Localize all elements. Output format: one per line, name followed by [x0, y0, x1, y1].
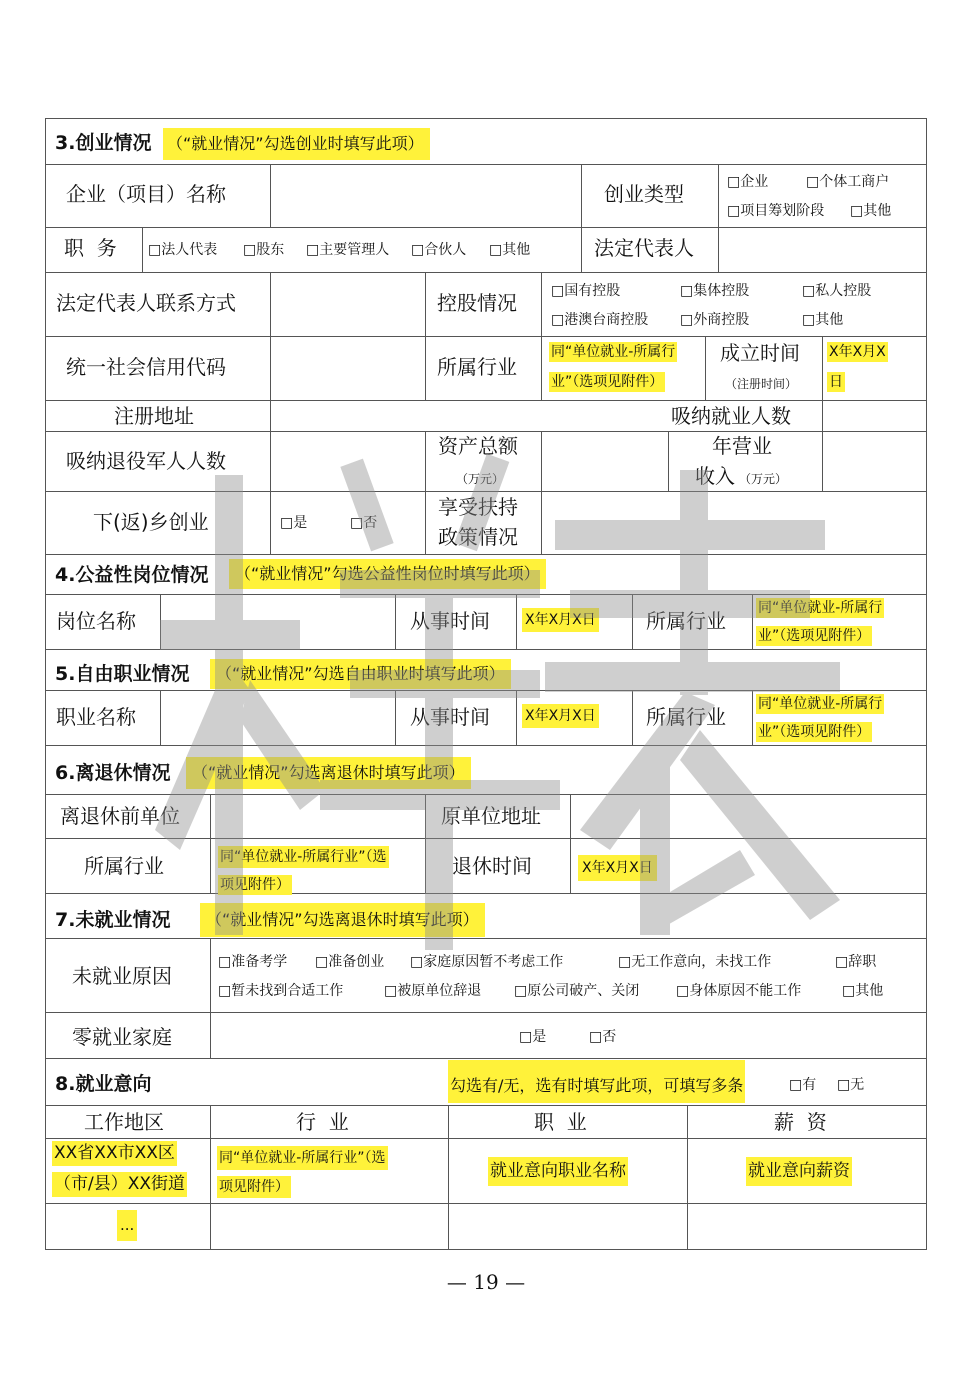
- row-line: [45, 431, 927, 432]
- post-name-label: 岗位名称: [56, 609, 136, 633]
- section-4-title: 4.公益性岗位情况: [55, 564, 209, 586]
- industry-label: 所属行业: [437, 355, 517, 379]
- row-line: [45, 336, 927, 337]
- col-line: [270, 272, 271, 400]
- col-job-header: 职 业: [534, 1110, 587, 1134]
- row-line: [45, 838, 927, 839]
- position-label: 职 务: [64, 236, 117, 260]
- col-line: [425, 272, 426, 400]
- row-line: [45, 938, 927, 939]
- row-line: [45, 1058, 927, 1059]
- section-4-note: （“就业情况”勾选公益性岗位时填写此项）: [229, 559, 546, 589]
- enterprise-name-label: 企业（项目）名称: [66, 182, 226, 206]
- row-line: [45, 164, 927, 165]
- holding-other[interactable]: □其他: [802, 312, 844, 328]
- row-line: [45, 649, 927, 650]
- post-industry-label: 所属行业: [646, 609, 726, 633]
- row-line: [45, 272, 927, 273]
- pos-legal[interactable]: □法人代表: [148, 242, 218, 258]
- intention-industry-note2: 项见附件）: [217, 1176, 291, 1198]
- employ-count-label: 吸纳就业人数: [671, 404, 791, 428]
- col-line: [210, 1105, 211, 1250]
- col-line: [752, 690, 753, 745]
- opt-other[interactable]: □其他: [850, 203, 892, 219]
- pos-other[interactable]: □其他: [489, 242, 531, 258]
- orig-address-label: 原单位地址: [441, 804, 541, 828]
- credit-code-label: 统一社会信用代码: [66, 355, 226, 379]
- col-line: [160, 690, 161, 745]
- intention-industry-note1: 同“单位就业-所属行业”（选: [217, 1146, 388, 1170]
- zero-family-label: 零就业家庭: [72, 1025, 172, 1049]
- revenue-unit: （万元）: [739, 472, 788, 486]
- col-line: [516, 690, 517, 745]
- reason-label: 未就业原因: [72, 964, 172, 988]
- col-salary-header: 薪 资: [774, 1110, 827, 1134]
- section-3-note: （“就业情况”勾选创业时填写此项）: [163, 128, 430, 160]
- startup-type-label: 创业类型: [604, 182, 684, 206]
- section-7-title: 7.未就业情况: [55, 909, 171, 931]
- reason-other[interactable]: □其他: [842, 983, 884, 999]
- industry-note-line1: 同“单位就业-所属行: [551, 344, 676, 360]
- col-line: [632, 594, 633, 649]
- col-area-header: 工作地区: [84, 1110, 164, 1134]
- col-line: [822, 431, 823, 491]
- col-line: [425, 431, 426, 554]
- col-line: [270, 164, 271, 227]
- prev-unit-label: 离退休前单位: [60, 804, 180, 828]
- industry-note-line2: 业”（选项见附件）: [551, 374, 664, 390]
- row-line: [45, 491, 927, 492]
- col-line: [718, 227, 719, 272]
- section-6-note: （“就业情况”勾选离退休时填写此项）: [186, 757, 471, 789]
- more-rows-ellipsis: ...: [117, 1210, 137, 1241]
- pos-shareholder[interactable]: □股东: [243, 242, 285, 258]
- free-industry-note2: 业”（选项见附件）: [758, 724, 871, 740]
- opt-planning[interactable]: □项目筹划阶段: [727, 203, 825, 219]
- row-line: [45, 594, 927, 595]
- zero-family-yes[interactable]: □是: [519, 1029, 547, 1045]
- rural-yes[interactable]: □是: [280, 515, 308, 531]
- section-8-note: 勾选有/无，选有时填写此项，可填写多条: [448, 1060, 745, 1103]
- row-line: [45, 1105, 927, 1106]
- legal-rep-label: 法定代表人: [594, 236, 694, 260]
- col-line: [270, 431, 271, 554]
- col-line: [705, 336, 706, 400]
- section-3-title: 3.创业情况: [55, 132, 152, 154]
- col-line: [395, 594, 396, 649]
- support-label-line2: 政策情况: [438, 525, 518, 549]
- row-line: [45, 227, 927, 228]
- reason-family[interactable]: □家庭原因暂不考虑工作: [410, 954, 564, 970]
- row-line: [45, 794, 927, 795]
- holding-state[interactable]: □国有控股: [551, 283, 621, 299]
- col-line: [718, 164, 719, 227]
- reason-health[interactable]: □身体原因不能工作: [676, 983, 802, 999]
- col-line: [160, 594, 161, 649]
- col-line: [210, 938, 211, 1058]
- col-line: [822, 400, 823, 431]
- legal-rep-contact-label: 法定代表人联系方式: [56, 291, 236, 315]
- opt-individual[interactable]: □个体工商户: [806, 174, 890, 190]
- row-line: [45, 1138, 927, 1139]
- col-line: [581, 227, 582, 272]
- reg-time-label: （注册时间）: [725, 377, 798, 391]
- retire-date: X年X月X日: [578, 855, 657, 881]
- col-line: [516, 594, 517, 649]
- intention-have[interactable]: □有: [789, 1077, 817, 1093]
- col-line: [541, 272, 542, 400]
- free-industry-note1: 同“单位就业-所属行: [758, 696, 883, 712]
- section-5-note: （“就业情况”勾选自由职业时填写此项）: [210, 659, 511, 689]
- pos-manager[interactable]: □主要管理人: [306, 242, 390, 258]
- reason-no-intention[interactable]: □无工作意向，未找工作: [618, 954, 772, 970]
- row-line: [45, 745, 927, 746]
- col-line: [210, 794, 211, 893]
- retire-industry-note1: 同“单位就业-所属行业”（选: [218, 846, 389, 868]
- free-date: X年X月X日: [522, 704, 599, 728]
- row-line: [45, 690, 927, 691]
- col-line: [142, 227, 143, 272]
- intention-none[interactable]: □无: [837, 1077, 865, 1093]
- support-label-line1: 享受扶持: [438, 495, 518, 519]
- col-line: [541, 431, 542, 554]
- holding-label: 控股情况: [437, 291, 517, 315]
- section-6-title: 6.离退休情况: [55, 762, 171, 784]
- assets-unit: （万元）: [456, 472, 505, 486]
- col-line: [570, 794, 571, 893]
- section-7-note: （“就业情况”勾选离退休时填写此项）: [200, 903, 485, 937]
- assets-label: 资产总额: [438, 434, 518, 458]
- reason-study[interactable]: □准备考学: [218, 954, 288, 970]
- row-line: [45, 400, 927, 401]
- col-line: [668, 431, 669, 491]
- established-date-line1: X年X月X: [829, 344, 886, 360]
- col-line: [632, 690, 633, 745]
- rural-return-label: 下(返)乡创业: [93, 510, 209, 534]
- col-line: [581, 164, 582, 227]
- post-industry-note1: 同“单位就业-所属行: [758, 600, 883, 616]
- col-line: [395, 690, 396, 745]
- free-industry-label: 所属行业: [646, 705, 726, 729]
- section-8-title: 8.就业意向: [55, 1073, 152, 1095]
- section-5-title: 5.自由职业情况: [55, 663, 190, 685]
- col-industry-header: 行 业: [296, 1110, 349, 1134]
- reason-startup[interactable]: □准备创业: [315, 954, 385, 970]
- holding-hmt[interactable]: □港澳台商控股: [551, 312, 649, 328]
- page-number: — 19 —: [446, 1270, 526, 1294]
- reason-resign[interactable]: □辞职: [835, 954, 877, 970]
- area-example-line1: XX省XX市XX区: [52, 1141, 177, 1166]
- col-line: [425, 794, 426, 893]
- established-date-line2: 日: [829, 374, 843, 390]
- retire-time-label: 退休时间: [452, 854, 532, 878]
- intention-job: 就业意向职业名称: [488, 1157, 628, 1186]
- reason-dismissed[interactable]: □被原单位辞退: [384, 983, 482, 999]
- reg-address-label: 注册地址: [114, 404, 194, 428]
- post-work-time-label: 从事时间: [410, 609, 490, 633]
- holding-private[interactable]: □私人控股: [802, 283, 872, 299]
- zero-family-no[interactable]: □否: [589, 1029, 617, 1045]
- row-line: [45, 893, 927, 894]
- reason-not-found[interactable]: □暂未找到合适工作: [218, 983, 344, 999]
- retire-industry-note2: 项见附件）: [220, 877, 290, 893]
- holding-foreign[interactable]: □外商控股: [680, 312, 750, 328]
- opt-enterprise[interactable]: □企业: [727, 174, 769, 190]
- intention-salary: 就业意向薪资: [746, 1157, 852, 1186]
- rural-no[interactable]: □否: [350, 515, 378, 531]
- veteran-count-label: 吸纳退役军人人数: [66, 449, 226, 473]
- row-line: [45, 1203, 927, 1204]
- col-line: [270, 400, 271, 431]
- retire-industry-label: 所属行业: [84, 854, 164, 878]
- col-line: [448, 1105, 449, 1250]
- col-line: [752, 594, 753, 649]
- col-line: [822, 336, 823, 400]
- revenue-label-line1: 年营业: [712, 434, 772, 458]
- revenue-label-line2: 收入: [695, 464, 735, 488]
- pos-partner[interactable]: □合伙人: [411, 242, 467, 258]
- col-line: [687, 1105, 688, 1250]
- post-industry-note2: 业”（选项见附件）: [758, 628, 871, 644]
- established-label: 成立时间: [720, 341, 800, 365]
- area-example-line2: （市/县）XX街道: [52, 1172, 187, 1197]
- holding-collective[interactable]: □集体控股: [680, 283, 750, 299]
- post-date: X年X月X日: [522, 608, 599, 632]
- free-work-time-label: 从事时间: [410, 705, 490, 729]
- reason-bankrupt[interactable]: □原公司破产、关闭: [514, 983, 640, 999]
- job-name-label: 职业名称: [56, 705, 136, 729]
- row-line: [45, 1012, 927, 1013]
- row-line: [45, 554, 927, 555]
